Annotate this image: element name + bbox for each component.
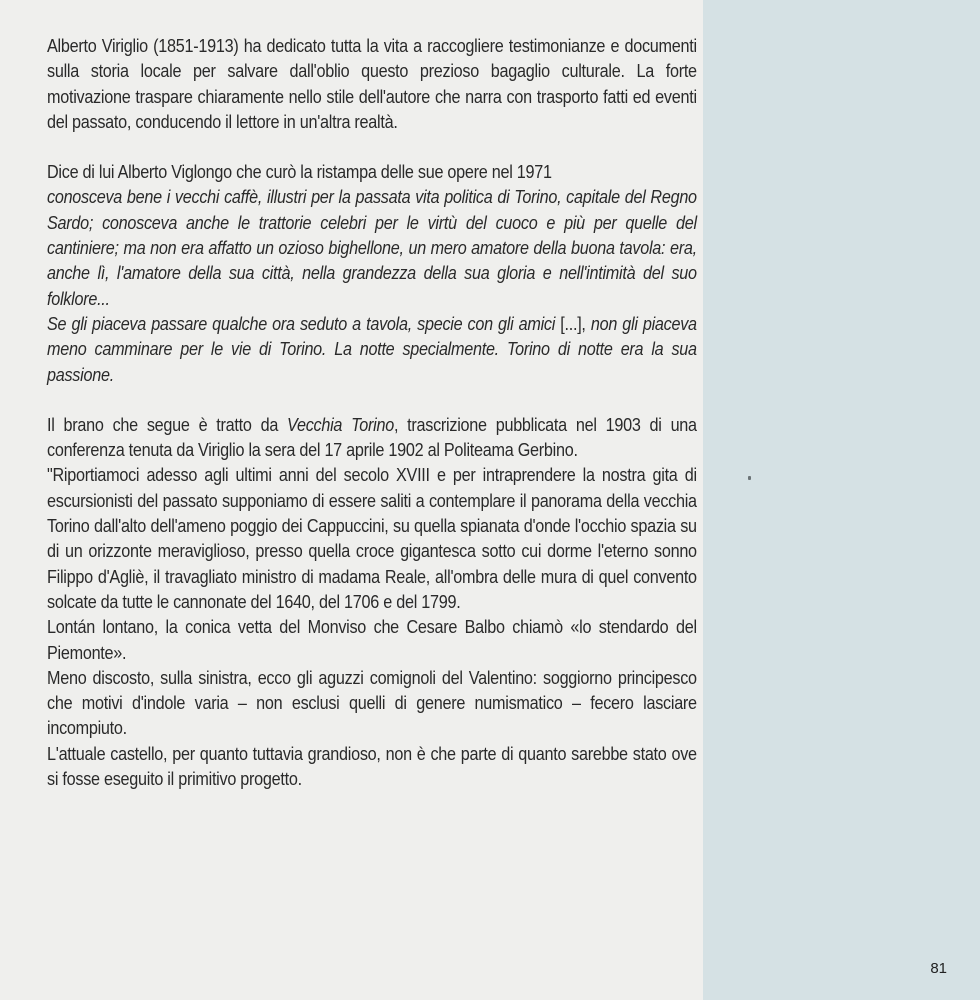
source-text-b: , trascrizione pubblicata nel 1903 di una conferenza tenuta da Viriglio la sera del 17 aprile 1902 al Politeama Gerbino. <box>47 414 697 461</box>
small-mark <box>748 476 751 480</box>
source-text-a: Il brano che segue è tratto da <box>47 414 288 435</box>
paragraph-excerpt-2: Lontán lontano, la conica vetta del Monviso che Cesare Balbo chiamò «lo stendardo del Piemonte». <box>47 617 697 663</box>
book-title: Vecchia Torino <box>287 414 394 435</box>
quote-ellipsis: [...], <box>555 313 591 334</box>
paragraph-viglongo <box>47 160 697 388</box>
viglongo-quote-2b: non gli piaceva meno camminare per le vie di Torino. La notte specialmente. Torino di notte era la sua passione. <box>47 313 697 385</box>
page-number: 81 <box>930 960 947 977</box>
viglongo-quote-2a: Se gli piaceva passare qualche ora seduto a tavola, specie con gli amici <box>47 313 556 334</box>
paragraph-intro: Alberto Viriglio (1851-1913) ha dedicato tutta la vita a raccogliere testimonianze e documenti sulla storia locale per salvare dall'oblio questo prezioso bagaglio culturale. La forte motivazione traspare chiaramente nello stile dell'autore che narra con trasporto fatti ed eventi del passato, conducendo il lettore in un'altra realtà. <box>47 36 697 132</box>
side-color-band <box>703 0 980 1000</box>
body-text <box>47 34 697 792</box>
viglongo-quote-1: conosceva bene i vecchi caffè, illustri per la passata vita politica di Torino, capitale del Regno Sardo; conosceva anche le trattorie celebri per le virtù del cuoco e più per quelle del cantiniere; ma non era affatto un ozioso bighellone, un mero amatore della buona tavola: era, anche lì, l'amatore della sua città, nella grandezza della sua gloria e nell'intimità del suo folklore... <box>47 187 697 309</box>
paragraph-excerpt-1: "Riportiamoci adesso agli ultimi anni del secolo XVIII e per intraprendere la nostra gita di escursionisti del passato supponiamo di essere saliti a contemplare il panorama della vecchia Torino dall'alto dell'ameno poggio dei Cappuccini, su quella spianata d'onde l'occhio spazia su di un orizzonte meraviglioso, presso quella croce gigantesca sotto cui dorme l'eterno sonno Filippo d'Agliè, il travagliato ministro di madama Reale, all'ombra delle mura di quel convento solcate da tutte le cannonate del 1640, del 1706 e del 1799. <box>47 465 697 612</box>
paragraph-excerpt-4: L'attuale castello, per quanto tuttavia grandioso, non è che parte di quanto sarebbe stato ove si fosse eseguito il primitivo progetto. <box>47 743 697 790</box>
paragraph-excerpt-3: Meno discosto, sulla sinistra, ecco gli aguzzi comignoli del Valentino: soggiorno principesco che motivi d'indole varia – non esclusi quelli di genere numismatico – fecero lasciare incompiuto. <box>47 667 697 739</box>
viglongo-intro: Dice di lui Alberto Viglongo che curò la ristampa delle sue opere nel 1971 <box>47 162 552 183</box>
paragraph-source <box>47 413 697 464</box>
